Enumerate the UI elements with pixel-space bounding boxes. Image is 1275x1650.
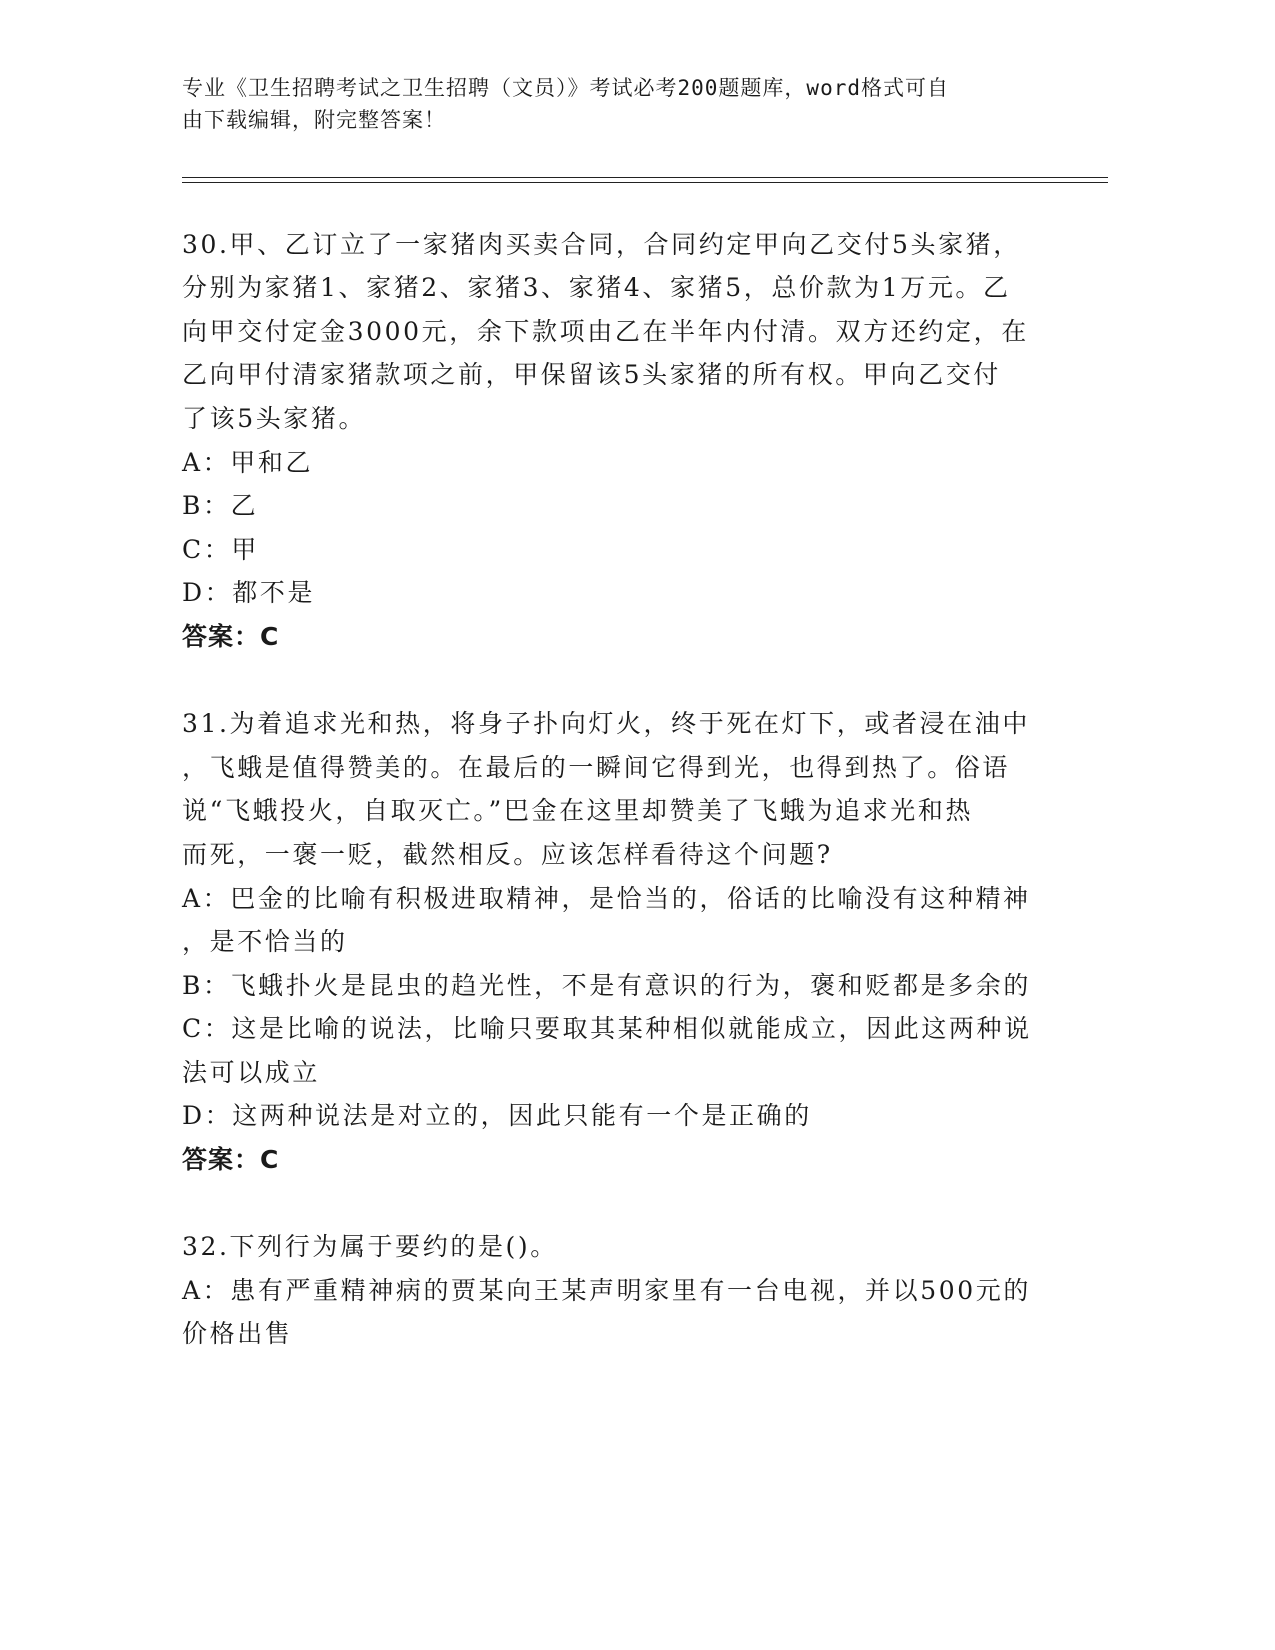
- question-31-text-line: 而死，一褒一贬，截然相反。应该怎样看待这个问题?: [182, 840, 833, 869]
- document-header: [182, 72, 1082, 136]
- question-31-option-a: A：巴金的比喻有积极进取精神，是恰当的，俗话的比喻没有这种精神: [182, 884, 1031, 913]
- question-32-option-a: A：患有严重精神病的贾某向王某声明家里有一台电视，并以500元的: [182, 1276, 1031, 1305]
- question-31-answer: 答案：C: [182, 1145, 280, 1174]
- header-rule-bottom: [182, 182, 1108, 183]
- question-32-option-a-cont: 价格出售: [182, 1319, 293, 1348]
- question-31-option-c-cont: 法可以成立: [182, 1058, 321, 1087]
- question-31-option-a-cont: ，是不恰当的: [182, 927, 348, 956]
- question-31-option-c: C：这是比喻的说法，比喻只要取其某种相似就能成立，因此这两种说: [182, 1014, 1032, 1043]
- question-30-text-line: 了该5头家猪。: [182, 404, 367, 433]
- question-31-text-line: 31.为着追求光和热，将身子扑向灯火，终于死在灯下，或者浸在油中: [182, 709, 1030, 738]
- question-30-option-b: B：乙: [182, 491, 259, 520]
- question-30-text-line: 30.甲、乙订立了一家猪肉买卖合同，合同约定甲向乙交付5头家猪，: [182, 230, 1021, 259]
- question-30-option-c: C：甲: [182, 535, 259, 564]
- header-line: 专业《卫生招聘考试之卫生招聘（文员）》考试必考200题题库，word格式可自: [182, 76, 949, 100]
- question-30-text-line: 向甲交付定金3000元，余下款项由乙在半年内付清。双方还约定，在: [182, 317, 1029, 346]
- header-line: 由下载编辑，附完整答案！: [182, 108, 446, 132]
- question-31-text-line: 说“飞蛾投火，自取灭亡。”巴金在这里却赞美了飞蛾为追求光和热: [182, 796, 974, 825]
- question-30-option-d: D：都不是: [182, 578, 316, 607]
- question-30-text-line: 乙向甲付清家猪款项之前，甲保留该5头家猪的所有权。甲向乙交付: [182, 360, 1001, 389]
- question-30-option-a: A：甲和乙: [182, 448, 314, 477]
- question-31-option-b: B：飞蛾扑火是昆虫的趋光性，不是有意识的行为，褒和贬都是多余的: [182, 971, 1031, 1000]
- question-30-text-line: 分别为家猪1、家猪2、家猪3、家猪4、家猪5，总价款为1万元。乙: [182, 273, 1011, 302]
- question-30-answer: 答案：C: [182, 622, 280, 651]
- question-32-text-line: 32.下列行为属于要约的是()。: [182, 1232, 558, 1261]
- header-rule-top: [182, 177, 1108, 178]
- question-31-option-d: D：这两种说法是对立的，因此只能有一个是正确的: [182, 1101, 812, 1130]
- question-31-text-line: ，飞蛾是值得赞美的。在最后的一瞬间它得到光，也得到热了。俗语: [182, 753, 1011, 782]
